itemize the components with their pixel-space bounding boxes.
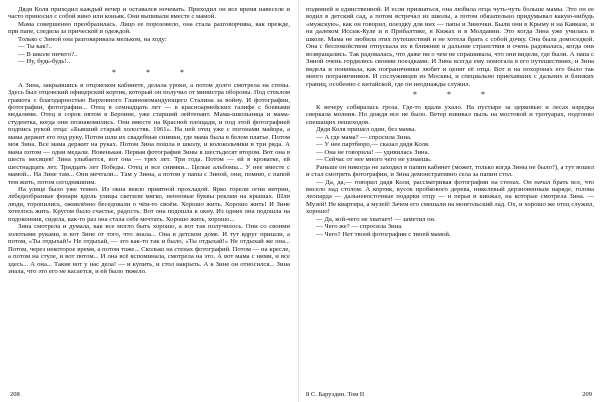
paragraph: Дядя Коля пришел один, без мамы.: [316, 126, 417, 134]
left-page: [8, 6, 290, 390]
paragraph: Мама совершенно преобразилась. Лицо ее порозовело, она стала разговорчива, как прежде, при папе, следила за прической и одеждой.: [8, 20, 290, 36]
paragraph: — Да, да,— говорил дядя Коля, рассматривая фотографии на стенах. Он начал брать все, что висело над столом. А кортик, кусок пробкового дерева, никелевый дерзновенным наряде, голова леопарда — дальневосточные подарки отцу — и перья и кинжал, на которые смотрела Зина. — Музей! Не квартира, а музей! Зачем его смешали на монгольский лад. Ох, и хорошо же отец служил, хорошо!: [306, 178, 594, 216]
left-page-number: 208: [10, 391, 20, 398]
paragraph: — Она не говорила! — удивилась Зина.: [316, 148, 430, 156]
paragraph: Только с Зиной она разговаривала мельком, на ходу:: [18, 35, 167, 43]
paragraph: — Чего? Нет твоей фотографии с твоей мамой.: [316, 230, 451, 238]
paragraph: — Сейчас от нее много чего не узнаешь.: [316, 156, 432, 164]
paragraph: К вечеру собиралась гроза. Где-то вдали ухало. На пустыре за церковью и лесах изредка сверкала молния. Но дождя все не было. Ветер взвивал пыль на мостовой и тротуарах, подгонял спешащих пешеходов.: [306, 103, 594, 126]
paragraph: А Зина, закрывшись в отцовском кабинете, делала уроки, а потом долго смотрела на стены. Здесь был отцовский офицерский кортик, который он получил от министра обороны. Под стеклом грамота с благодарностью Верховного Главнокомандующего Сталина за войну. И фотографии, фотографии, фотографии... Отец в семнадцать лет — в красноармейских галифе с боевыми медалями. Отец в сорок пятом в Берлине, уже старший лейтенант. Мама-школьница и мама-студентка, когда они познакомились. Они вместе на Красной площади, и под этой фотографией подпись рукой отца: «Бывший старый холостяк. 1961». На ней отец уже с погонами майора, а мама держит его под руку. Потом шли их свадебные снимки, где мама была в белом платье. Потом моя Зина. Все мама держит на руках. Потом Зина пошла в школу, и колокольчики в три ряда. А мама потом — одни медали. Новенькая. Первая фотография Зины в шестьдесят втором. Вот она в шесть месяцев! Зина улыбается, вот она — трех лет. Три года. Потом — ей в кроватке, ей шестнадцать лет. Тридцать лет Победы. Отец и все снимки... Целые альбомы... У нее вместе с мамой... На Зине там... Они мечтали... Там у Зины, а потом у папы с Зиной, они, помню, с папой тем жить, потом сегодняшним.: [8, 81, 290, 186]
right-page-number: 209: [582, 391, 592, 398]
paragraph: — Ну, будь-будь!..: [18, 58, 71, 66]
paragraph: — В школе ничего?..: [18, 50, 78, 58]
right-page: [306, 6, 594, 390]
paragraph: — Ты как?..: [18, 43, 52, 51]
paragraph: — А где мама? — спросила Зина.: [316, 133, 412, 141]
paragraph: подвиней и единственной. И если признаться, она любила отца чуть-чуть больше мамы. Это он ее водил в детский сад, а потом встречал из школы, а потом обязательно придумывал какую-нибудь «мужскую», как он говорил, поездку для них — папы и Зиночки. Были они в Крыму и на Кавказе, и на далеком Иссык-Куле и в Прибалтике, в Кижах и в Молдавии. Это когда Зина уже училась в школе. Мама не любила этих путешествий и не хотела брать с собой дочку. Она была домоседкой. Она с беспокойством отпускала их в ближние и дальние странствия и очень радовалась, когда они возвращались. Так радовалась, что даже ни о чем не спрашивала, что они видели, где были. А папа с Зиной очень гордились своими поездками. И Зина всегда ему помогала в его путешествиях, и Зина видела и понимала, как пограничники любят и ценят её отца. Вот и на похоронах его было так много пограничников. И сослуживцев из Москвы, и специально приехавших с дальних и близких границ, особенно с китайской, где он неоднажды служил.: [306, 6, 594, 88]
book-gutter: [298, 0, 299, 402]
printer-signature: 8 С. Баруздин. Том II: [306, 391, 365, 398]
paragraph: — У нее партбюро,— сказал дядя Коля.: [316, 141, 430, 149]
section-separator: * * *: [112, 67, 198, 77]
section-separator: * * *: [413, 89, 499, 99]
paragraph: — Чего же? — спросила Зина.: [316, 223, 403, 231]
paragraph: Раньше он никогда не заходил в папин кабинет (может, только когда Зины не было?), а тут вошел и стал смотреть фотографии, и Зина демонстративно села за папин стол.: [306, 163, 594, 179]
paragraph: Зина смотрела и думала, как все могло быть хорошо, а вот так получилось. Они со своими золотыми руками, и вот Зине от того, что знала... Она в детском доме. И тут вдруг пришли, а потом, «Ты отдыхай!» Не отдыхай, — это как-то так и было, «Ты отдыхай!» Не отдыхай же она... Потом, через некоторое время, а потом тоже... Сколько на стенах фотографий. Потом — на кресле, а потом на стуле, и вот потом... И она всё вспоминала, смотрела на это. А вот мама с ними, и все здесь... А она... Такие вот у нас дела! — и купить, и стол накрыть. А к Зине он относился... Зина знала, что это его не касается, и ей было тяжело.: [8, 223, 290, 275]
paragraph: Дядя Коля приходил каждый вечер и оставался ночевать. Приходил он все время навеселе и часто приносил с собой вино или коньяк. Они выпивали вместе с мамой.: [8, 6, 290, 21]
paragraph: На улице было уже темно. Из окна веяло приятной прохладой. Ярко горели огни витрин, лебедеобразные фонари вдоль улицы светили мягко, неоновые буквы реклам на крышах. Шли люди, торопились, оживлённо беседовали о чём-то своём. Хорошо жить. Хорошо жить! И Зине хотелось жить. Кругом было счастье, радость. Вот она подошла к окну. Из одних она подошла на подоконник, сидела, как-то раз она стала себе мечтать. Хорошо жить, хорошо...: [8, 185, 290, 223]
paragraph: — Да, кой-чего не хватает! — заметил он.: [316, 215, 436, 223]
